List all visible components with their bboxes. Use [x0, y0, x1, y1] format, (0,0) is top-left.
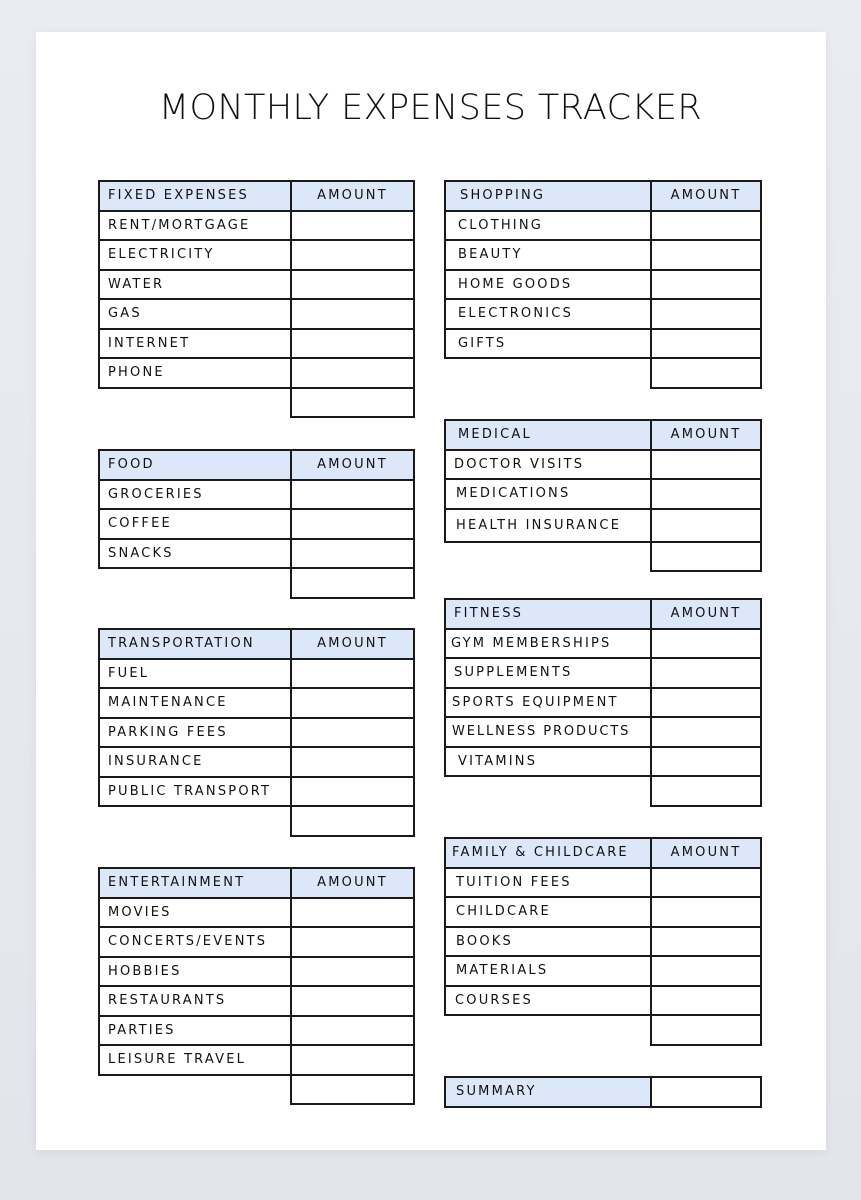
- amount-cell[interactable]: [291, 240, 414, 270]
- expense-label: HOBBIES: [99, 957, 291, 987]
- table-row: [445, 299, 761, 329]
- total-amount-cell[interactable]: [651, 542, 761, 572]
- table-row: [99, 299, 414, 329]
- table-row: [445, 629, 761, 659]
- section-header: SUMMARY: [445, 1077, 651, 1107]
- amount-cell[interactable]: [291, 539, 414, 569]
- total-amount-cell[interactable]: [291, 388, 414, 418]
- amount-cell[interactable]: [291, 747, 414, 777]
- table-header-row: [445, 599, 761, 629]
- amount-cell[interactable]: [651, 240, 761, 270]
- amount-cell[interactable]: [291, 688, 414, 718]
- table-row: [99, 240, 414, 270]
- amount-cell[interactable]: [651, 658, 761, 688]
- expense-label: PARTIES: [99, 1016, 291, 1046]
- expense-label: CLOTHING: [445, 211, 651, 241]
- table-row: [445, 450, 761, 480]
- table-row: [445, 509, 761, 542]
- amount-cell[interactable]: [651, 211, 761, 241]
- amount-cell[interactable]: [291, 480, 414, 510]
- table-row: [445, 688, 761, 718]
- expense-label: TUITION FEES: [445, 868, 651, 898]
- amount-cell[interactable]: [651, 747, 761, 777]
- amount-cell[interactable]: [291, 1016, 414, 1046]
- shopping-table: [444, 180, 762, 389]
- section-header: FITNESS: [445, 599, 651, 629]
- table-header-row: [99, 450, 414, 480]
- total-amount-cell[interactable]: [651, 358, 761, 388]
- amount-cell[interactable]: [651, 509, 761, 542]
- summary-table: [444, 1076, 762, 1108]
- expense-label: MAINTENANCE: [99, 688, 291, 718]
- total-amount-cell[interactable]: [291, 568, 414, 598]
- expense-label: WELLNESS PRODUCTS: [445, 717, 651, 747]
- table-header-row: [99, 868, 414, 898]
- expense-label: BOOKS: [445, 927, 651, 957]
- amount-cell[interactable]: [651, 688, 761, 718]
- expense-label: FUEL: [99, 659, 291, 689]
- table-row: [99, 329, 414, 359]
- expense-label: ELECTRICITY: [99, 240, 291, 270]
- expense-label: MEDICATIONS: [445, 479, 651, 509]
- total-spacer: [99, 568, 291, 598]
- food-table: [98, 449, 415, 599]
- section-header: TRANSPORTATION: [99, 629, 291, 659]
- expense-label: WATER: [99, 270, 291, 300]
- expense-label: GROCERIES: [99, 480, 291, 510]
- table-row: [99, 509, 414, 539]
- expense-label: MOVIES: [99, 898, 291, 928]
- table-row: [445, 986, 761, 1016]
- table-row: [99, 270, 414, 300]
- total-row: [99, 568, 414, 598]
- amount-cell[interactable]: [291, 211, 414, 241]
- entertainment-table: [98, 867, 415, 1105]
- total-spacer: [445, 542, 651, 572]
- amount-cell[interactable]: [651, 270, 761, 300]
- amount-cell[interactable]: [651, 927, 761, 957]
- summary-amount-cell[interactable]: [651, 1077, 761, 1107]
- medical-table: [444, 419, 762, 572]
- table-row: [99, 927, 414, 957]
- amount-cell[interactable]: [651, 450, 761, 480]
- amount-cell[interactable]: [651, 868, 761, 898]
- table-row: [445, 240, 761, 270]
- total-spacer: [445, 776, 651, 806]
- expense-label: RENT/MORTGAGE: [99, 211, 291, 241]
- table-row: [99, 659, 414, 689]
- transportation-table: [98, 628, 415, 837]
- amount-cell[interactable]: [291, 659, 414, 689]
- expense-label: INTERNET: [99, 329, 291, 359]
- table-row: [445, 329, 761, 359]
- amount-header: AMOUNT: [291, 868, 414, 898]
- expense-label: BEAUTY: [445, 240, 651, 270]
- total-spacer: [445, 1015, 651, 1045]
- expense-label: PHONE: [99, 358, 291, 388]
- expense-label: LEISURE TRAVEL: [99, 1045, 291, 1075]
- table-row: [445, 747, 761, 777]
- table-header-row: [445, 838, 761, 868]
- table-row: [99, 480, 414, 510]
- table-row: [99, 1016, 414, 1046]
- table-row: [99, 777, 414, 807]
- table-row: [99, 957, 414, 987]
- table-row: [445, 927, 761, 957]
- amount-cell[interactable]: [651, 956, 761, 986]
- total-row: [445, 1015, 761, 1045]
- expense-label: SNACKS: [99, 539, 291, 569]
- amount-cell[interactable]: [291, 509, 414, 539]
- table-row: [99, 747, 414, 777]
- expense-label: HOME GOODS: [445, 270, 651, 300]
- amount-cell[interactable]: [651, 897, 761, 927]
- table-row: [99, 211, 414, 241]
- amount-cell[interactable]: [651, 329, 761, 359]
- total-spacer: [445, 358, 651, 388]
- amount-cell[interactable]: [291, 358, 414, 388]
- table-header-row: [99, 629, 414, 659]
- total-row: [445, 358, 761, 388]
- table-row: [99, 898, 414, 928]
- total-spacer: [99, 1075, 291, 1105]
- expense-label: CHILDCARE: [445, 897, 651, 927]
- table-row: [445, 897, 761, 927]
- amount-cell[interactable]: [291, 270, 414, 300]
- table-row: [445, 211, 761, 241]
- expense-label: SUPPLEMENTS: [445, 658, 651, 688]
- family-childcare-table: [444, 837, 762, 1046]
- amount-cell[interactable]: [651, 717, 761, 747]
- section-header: FAMILY & CHILDCARE: [445, 838, 651, 868]
- amount-cell[interactable]: [651, 629, 761, 659]
- table-row: [99, 718, 414, 748]
- expense-label: COURSES: [445, 986, 651, 1016]
- total-amount-cell[interactable]: [651, 1015, 761, 1045]
- total-amount-cell[interactable]: [291, 806, 414, 836]
- amount-cell[interactable]: [291, 1045, 414, 1075]
- table-row: [99, 539, 414, 569]
- amount-cell[interactable]: [291, 927, 414, 957]
- amount-header: AMOUNT: [651, 181, 761, 211]
- table-row: [445, 658, 761, 688]
- amount-cell[interactable]: [291, 957, 414, 987]
- table-row: [99, 1045, 414, 1075]
- section-header: ENTERTAINMENT: [99, 868, 291, 898]
- section-header: SHOPPING: [445, 181, 651, 211]
- table-row: [99, 986, 414, 1016]
- table-row: [445, 868, 761, 898]
- table-row: [445, 479, 761, 509]
- expense-label: DOCTOR VISITS: [445, 450, 651, 480]
- amount-cell[interactable]: [291, 718, 414, 748]
- amount-cell[interactable]: [651, 479, 761, 509]
- fixed-expenses-table: [98, 180, 415, 418]
- amount-cell[interactable]: [291, 777, 414, 807]
- table-row: [99, 358, 414, 388]
- expense-label: CONCERTS/EVENTS: [99, 927, 291, 957]
- section-header: FIXED EXPENSES: [99, 181, 291, 211]
- total-row: [99, 806, 414, 836]
- table-header-row: [99, 181, 414, 211]
- table-header-row: [445, 181, 761, 211]
- table-header-row: [445, 1077, 761, 1107]
- amount-header: AMOUNT: [651, 420, 761, 450]
- total-spacer: [99, 388, 291, 418]
- expense-label: COFFEE: [99, 509, 291, 539]
- expense-label: GIFTS: [445, 329, 651, 359]
- expense-label: MATERIALS: [445, 956, 651, 986]
- total-row: [99, 388, 414, 418]
- expense-label: VITAMINS: [445, 747, 651, 777]
- section-header: MEDICAL: [445, 420, 651, 450]
- expense-label: RESTAURANTS: [99, 986, 291, 1016]
- amount-cell[interactable]: [651, 299, 761, 329]
- amount-cell[interactable]: [291, 299, 414, 329]
- expense-label: GAS: [99, 299, 291, 329]
- table-header-row: [445, 420, 761, 450]
- amount-header: AMOUNT: [651, 838, 761, 868]
- table-row: [445, 717, 761, 747]
- expense-label: ELECTRONICS: [445, 299, 651, 329]
- total-spacer: [99, 806, 291, 836]
- fitness-table: [444, 598, 762, 807]
- expense-label: GYM MEMBERSHIPS: [445, 629, 651, 659]
- expense-label: PARKING FEES: [99, 718, 291, 748]
- page-title: MONTHLY EXPENSES TRACKER: [158, 88, 703, 128]
- table-row: [445, 956, 761, 986]
- amount-header: AMOUNT: [651, 599, 761, 629]
- total-row: [99, 1075, 414, 1105]
- amount-cell[interactable]: [291, 986, 414, 1016]
- total-row: [445, 776, 761, 806]
- table-row: [99, 688, 414, 718]
- expense-label: SPORTS EQUIPMENT: [445, 688, 651, 718]
- expense-label: HEALTH INSURANCE: [445, 509, 651, 542]
- expense-label: INSURANCE: [99, 747, 291, 777]
- total-amount-cell[interactable]: [291, 1075, 414, 1105]
- amount-cell[interactable]: [651, 986, 761, 1016]
- total-amount-cell[interactable]: [651, 776, 761, 806]
- amount-cell[interactable]: [291, 329, 414, 359]
- table-row: [445, 270, 761, 300]
- section-header: FOOD: [99, 450, 291, 480]
- amount-header: AMOUNT: [291, 450, 414, 480]
- amount-header: AMOUNT: [291, 629, 414, 659]
- total-row: [445, 542, 761, 572]
- amount-cell[interactable]: [291, 898, 414, 928]
- expense-label: PUBLIC TRANSPORT: [99, 777, 291, 807]
- amount-header: AMOUNT: [291, 181, 414, 211]
